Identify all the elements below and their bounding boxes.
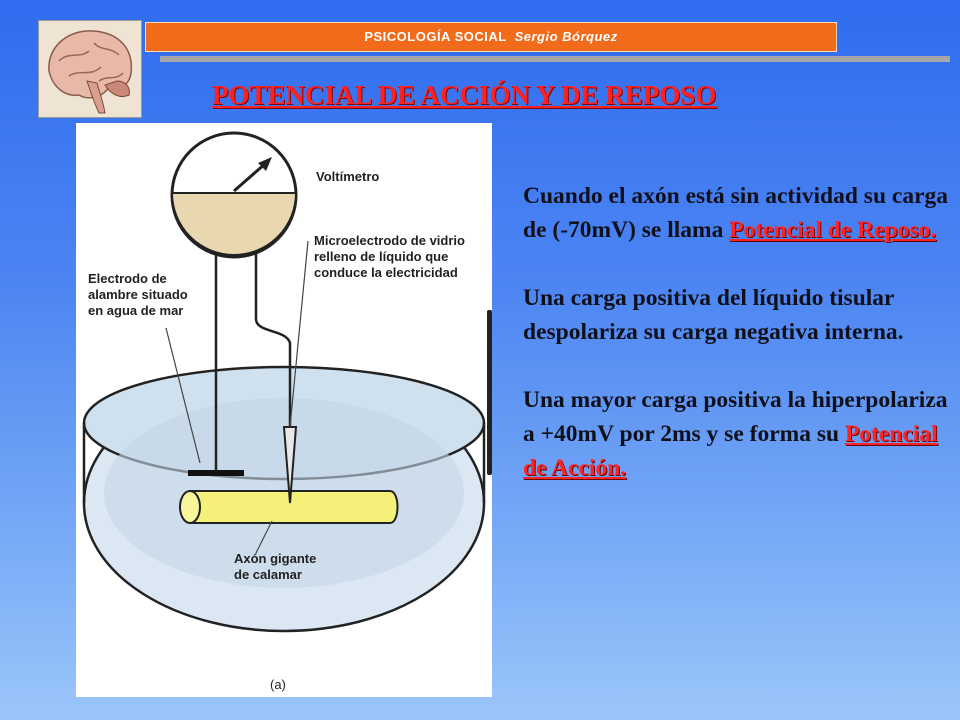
electrode-label-line: alambre situado	[88, 287, 188, 302]
explanation-text	[523, 179, 948, 519]
voltmeter-label: Voltímetro	[316, 169, 380, 184]
divider-bracket	[487, 310, 492, 475]
resting-text: Cuando el axón está sin actividad su carga de (-70mV) se llama	[523, 183, 949, 243]
microelectrode-label-line: conduce la electricidad	[314, 265, 458, 280]
axon-label-line: de calamar	[234, 567, 302, 582]
slide-title: POTENCIAL DE ACCIÓN Y DE REPOSO	[212, 80, 717, 110]
axon-label	[234, 551, 316, 583]
electrode-label-line: Electrodo de	[88, 271, 167, 286]
figure-caption: (a)	[270, 677, 286, 692]
microelectrode-label-line: Microelectrodo de vidrio	[314, 233, 465, 248]
electrode-label-line: en agua de mar	[88, 303, 184, 318]
course-name: PSICOLOGÍA SOCIAL	[364, 29, 507, 44]
axon-label-line: Axón gigante	[234, 551, 317, 566]
paragraph-action-potential	[523, 383, 948, 485]
microelectrode-label	[314, 233, 465, 281]
paragraph-depolarization: Una carga positiva del líquido tisular despolariza su carga negativa interna.	[523, 285, 904, 345]
resting-potential-highlight: Potencial de Reposo.	[729, 217, 937, 243]
action-text: Una mayor carga positiva la hiperpolariza a +40mV por 2ms y se forma su	[523, 387, 948, 447]
course-header-bar	[145, 22, 837, 52]
header-divider	[160, 56, 950, 62]
paragraph-resting-potential	[523, 179, 948, 247]
author-name: Sergio Bórquez	[514, 29, 618, 44]
electrode-label	[88, 271, 188, 319]
brain-icon	[39, 21, 141, 117]
experiment-diagram	[76, 123, 492, 697]
action-potential-highlight: Potencial de Acción.	[523, 421, 938, 481]
brain-logo-image	[38, 20, 142, 118]
microelectrode-label-line: relleno de líquido que	[314, 249, 449, 264]
axon-experiment-figure	[76, 123, 492, 697]
